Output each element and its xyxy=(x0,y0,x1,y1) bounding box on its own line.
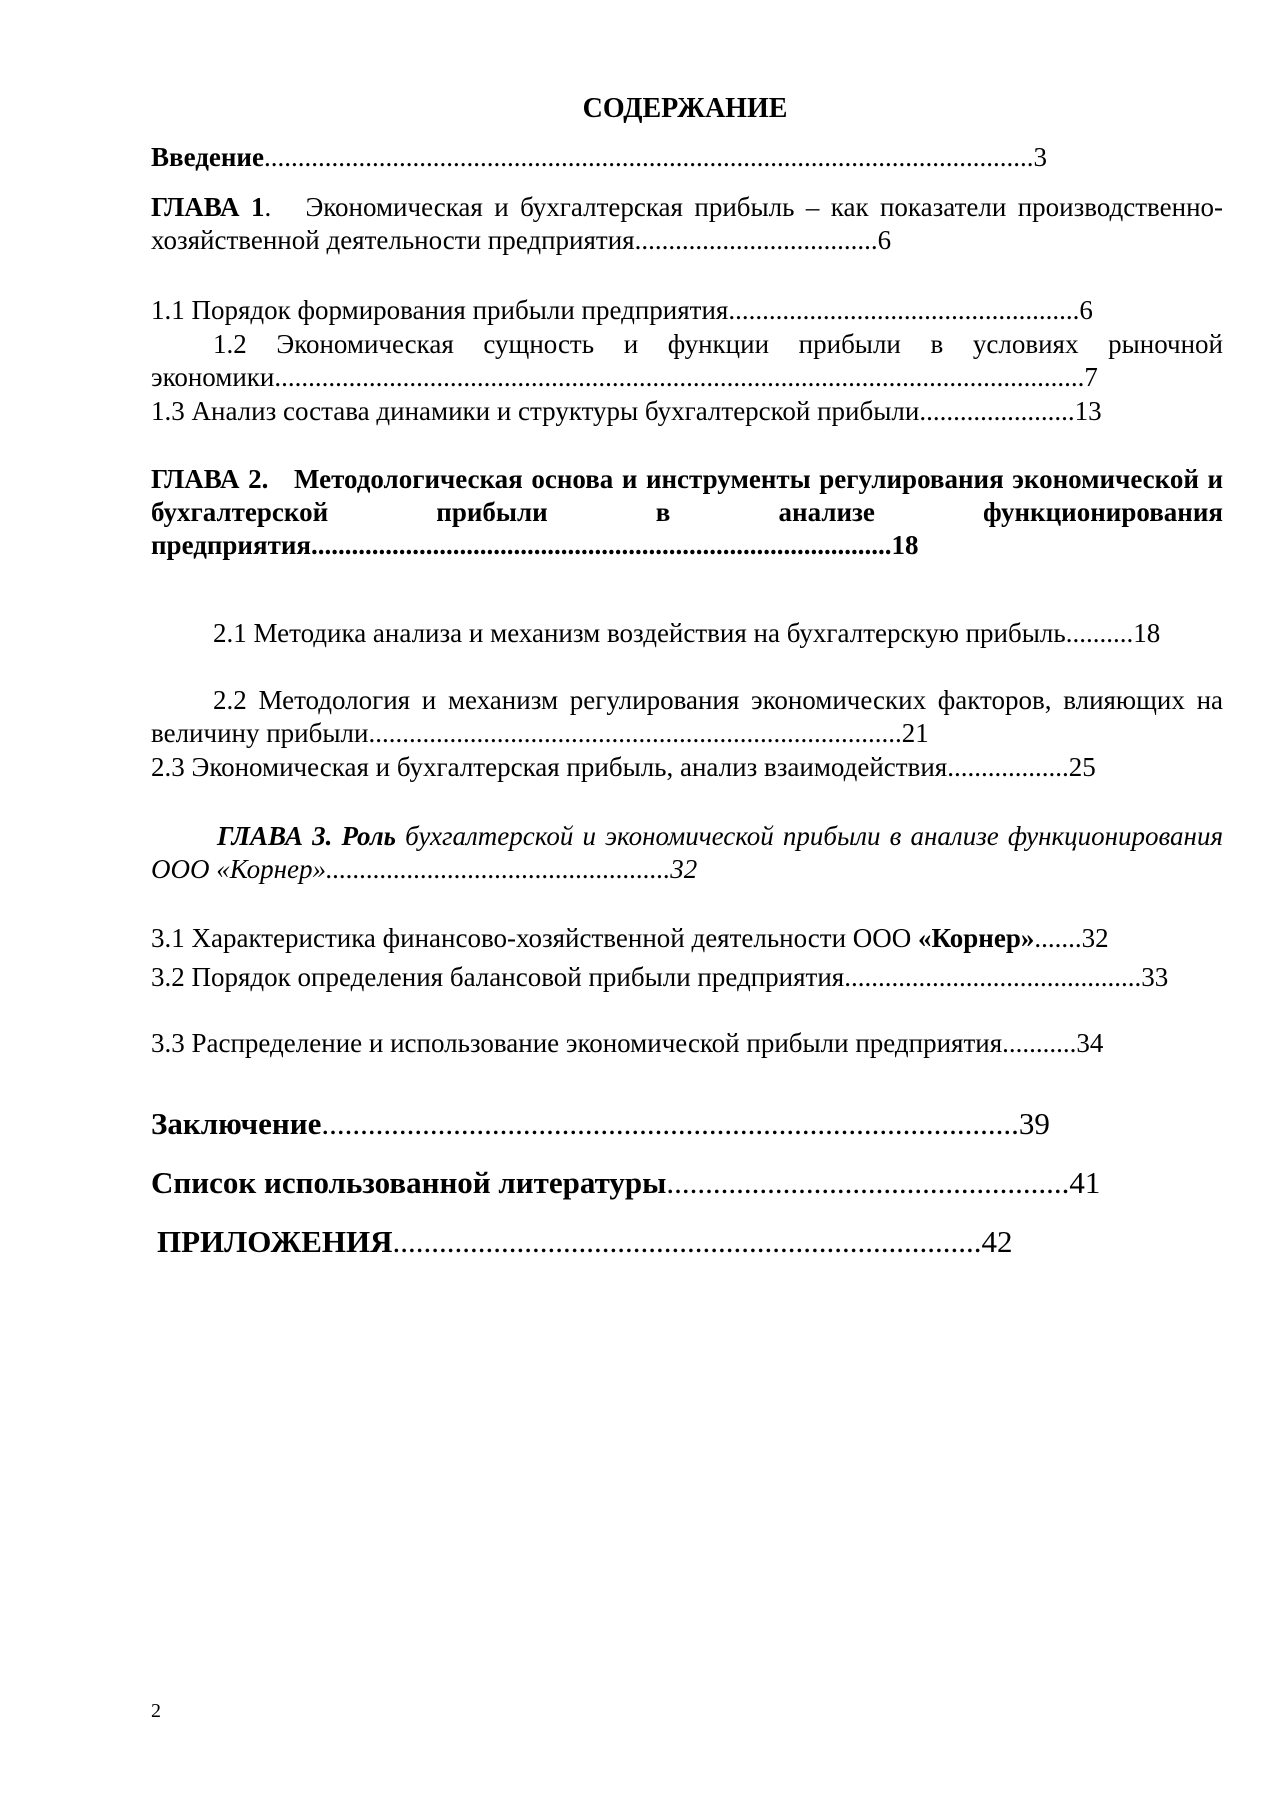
toc-heading: СОДЕРЖАНИЕ xyxy=(582,93,788,124)
ch3-title: бухгалтерской и экономической прибыли в анализе функционирования ООО «Корнер» xyxy=(151,821,1223,884)
s13-text: 1.3 Анализ состава динамики и структуры бухгалтерской прибыли xyxy=(151,396,920,426)
s23-page: 25 xyxy=(1068,752,1096,782)
s11-text: 1.1 Порядок формирования прибыли предприятия xyxy=(151,295,729,325)
toc-entry-1-1 xyxy=(151,294,1223,327)
toc-entry-chapter-3 xyxy=(151,820,1223,886)
ch1-page: 6 xyxy=(877,225,892,255)
s22-text: 2.2 Методология и механизм регулирования экономических факторов, влияющих на величину прибыли xyxy=(151,685,1223,748)
s22-page: 21 xyxy=(901,718,929,748)
conclusion-label: Заключение xyxy=(151,1106,322,1141)
intro-label: Введение xyxy=(151,142,264,172)
s31-text: 3.1 Характеристика финансово-хозяйственной деятельности ООО xyxy=(151,923,919,953)
s12-page: 7 xyxy=(1084,362,1098,392)
s13-leader: ....................... xyxy=(919,396,1075,426)
ch1-leader: .................................... xyxy=(634,225,878,255)
ch3-head: ГЛАВА 3. Роль xyxy=(217,821,397,851)
intro-leader: .................................................................................................................. xyxy=(263,142,1034,172)
ch3-page: 32 xyxy=(670,854,698,884)
toc-entry-intro xyxy=(151,141,1223,174)
s21-page: 18 xyxy=(1133,618,1161,648)
refs-label: Список использованной литературы xyxy=(151,1165,667,1200)
s31-company: «Корнер» xyxy=(918,923,1035,953)
page-number: 2 xyxy=(151,1700,161,1722)
s21-text: 2.1 Методика анализа и механизм воздействия на бухгалтерскую прибыль xyxy=(213,618,1066,648)
ch2-leader: ...................................................................................... xyxy=(311,530,892,560)
conclusion-page: 39 xyxy=(1018,1106,1050,1141)
conclusion-leader: .......................................................................................... xyxy=(321,1106,1019,1141)
s33-leader: ........... xyxy=(1002,1028,1077,1058)
s32-leader: ............................................ xyxy=(844,962,1142,992)
ch1-head: ГЛАВА 1 xyxy=(151,192,265,222)
toc-entry-1-3 xyxy=(151,395,1223,428)
s32-text: 3.2 Порядок определения балансовой прибыли предприятия xyxy=(151,962,845,992)
s33-text: 3.3 Распределение и использование экономической прибыли предприятия xyxy=(151,1028,1003,1058)
s31-leader: ....... xyxy=(1034,923,1082,953)
toc-entry-3-3 xyxy=(151,1027,1223,1060)
ch1-dot: . xyxy=(264,192,272,222)
toc-entry-2-1 xyxy=(151,617,1223,650)
toc-entry-appendix xyxy=(157,1225,1229,1258)
ch3-leader: ................................................... xyxy=(326,854,671,884)
ch2-title: Методологическая основа и инструменты регулирования экономической и бухгалтерской прибыли в анализе функционирования предприятия xyxy=(151,464,1224,560)
ch2-page: 18 xyxy=(891,530,919,560)
s31-page: 32 xyxy=(1081,923,1109,953)
s11-page: 6 xyxy=(1079,295,1093,325)
s23-leader: .................. xyxy=(947,752,1069,782)
ch2-head: ГЛАВА 2. xyxy=(151,464,269,494)
appendix-leader: ............................................................................ xyxy=(392,1224,982,1259)
refs-page: 41 xyxy=(1069,1165,1101,1200)
toc-entry-2-2 xyxy=(151,684,1223,750)
appendix-label: ПРИЛОЖЕНИЯ xyxy=(157,1224,393,1259)
s23-text: 2.3 Экономическая и бухгалтерская прибыль, анализ взаимодействия xyxy=(151,752,948,782)
ch1-title: Экономическая и бухгалтерская прибыль – как показатели производственно-хозяйственной деятельности предприятия xyxy=(151,192,1224,255)
s22-leader: ............................................................................... xyxy=(368,718,902,748)
s13-page: 13 xyxy=(1074,396,1102,426)
s21-leader: .......... xyxy=(1065,618,1134,648)
toc-entry-2-3 xyxy=(151,751,1223,784)
refs-leader: .................................................... xyxy=(666,1165,1070,1200)
toc-entry-references xyxy=(151,1166,1223,1199)
s12-leader: ........................................................................................................................ xyxy=(274,362,1085,392)
s11-leader: .................................................... xyxy=(728,295,1080,325)
s33-page: 34 xyxy=(1076,1028,1104,1058)
s12-text: 1.2 Экономическая сущность и функции прибыли в условиях рыночной экономики xyxy=(151,329,1223,392)
toc-entry-3-2 xyxy=(151,961,1223,994)
toc-entry-chapter-1 xyxy=(151,191,1223,257)
intro-page: 3 xyxy=(1033,142,1047,172)
s32-page: 33 xyxy=(1141,962,1169,992)
toc-entry-1-2 xyxy=(151,328,1223,394)
toc-entry-conclusion xyxy=(151,1107,1223,1140)
toc-entry-chapter-2 xyxy=(151,463,1223,562)
appendix-page: 42 xyxy=(981,1224,1013,1259)
toc-entry-3-1 xyxy=(151,922,1223,955)
